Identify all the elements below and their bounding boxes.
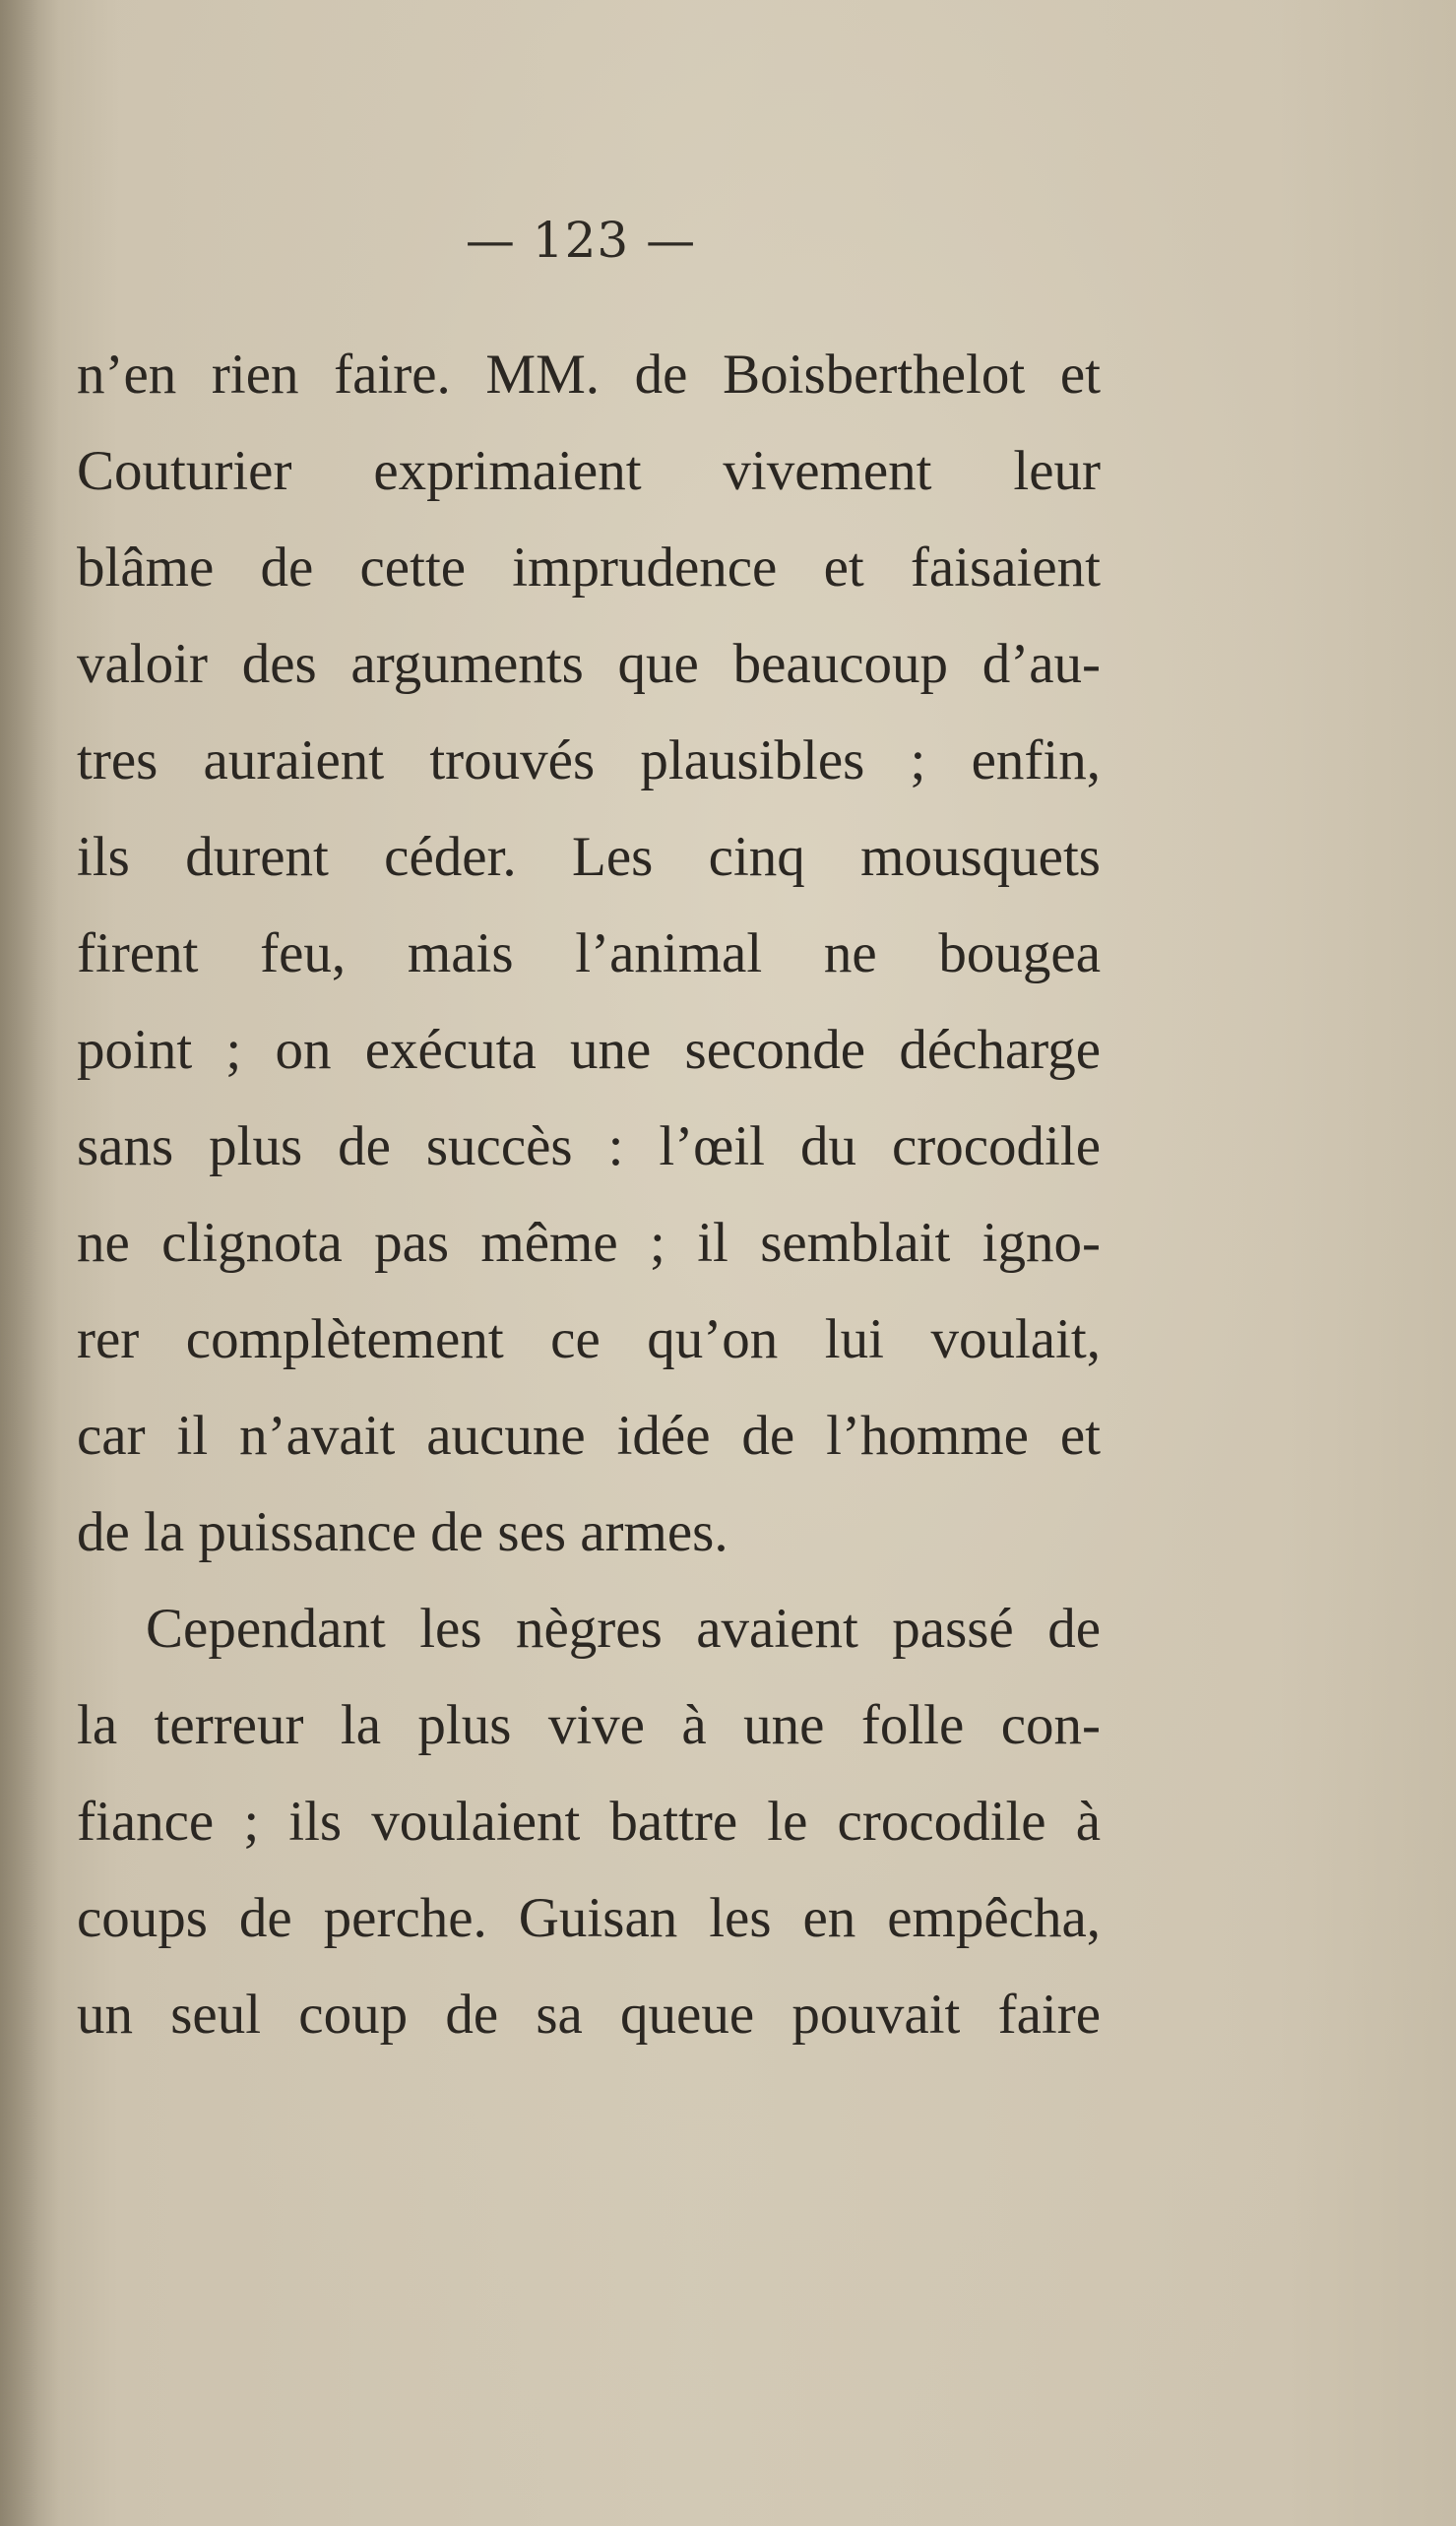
text-line: car il n’avait aucune idée de l’homme et xyxy=(77,1405,1101,1467)
text-line: rer complètement ce qu’on lui voulait, xyxy=(77,1308,1101,1370)
text-line: sans plus de succès : l’œil du crocodile xyxy=(77,1115,1101,1177)
text-line: blâme de cette imprudence et faisaient xyxy=(77,537,1101,599)
text-line: ils durent céder. Les cinq mousquets xyxy=(77,826,1101,888)
paragraph xyxy=(77,1581,1101,2063)
paragraph xyxy=(77,327,1101,1581)
text-line: Cependant les nègres avaient passé de xyxy=(146,1598,1101,1660)
text-line: point ; on exécuta une seconde décharge xyxy=(77,1019,1101,1081)
text-line: tres auraient trouvés plausibles ; enfin, xyxy=(77,729,1101,791)
text-line: valoir des arguments que beaucoup d’au- xyxy=(77,633,1101,695)
page-number: — 123 — xyxy=(465,212,697,269)
text-line: ne clignota pas même ; il semblait igno- xyxy=(77,1212,1101,1274)
text-line: un seul coup de sa queue pouvait faire xyxy=(77,1984,1101,2046)
text-line: coups de perche. Guisan les en empêcha, xyxy=(77,1887,1101,1949)
text-line: n’en rien faire. MM. de Boisberthelot et xyxy=(77,344,1101,406)
text-line: la terreur la plus vive à une folle con- xyxy=(77,1694,1101,1756)
text-line: de la puissance de ses armes. xyxy=(77,1501,728,1563)
text-line: fiance ; ils voulaient battre le crocodile à xyxy=(77,1791,1101,1853)
binding-shadow xyxy=(0,0,59,2526)
text-line: Couturier exprimaient vivement leur xyxy=(77,440,1101,502)
text-line: firent feu, mais l’animal ne bougea xyxy=(77,922,1101,984)
body-text xyxy=(77,327,1101,2063)
